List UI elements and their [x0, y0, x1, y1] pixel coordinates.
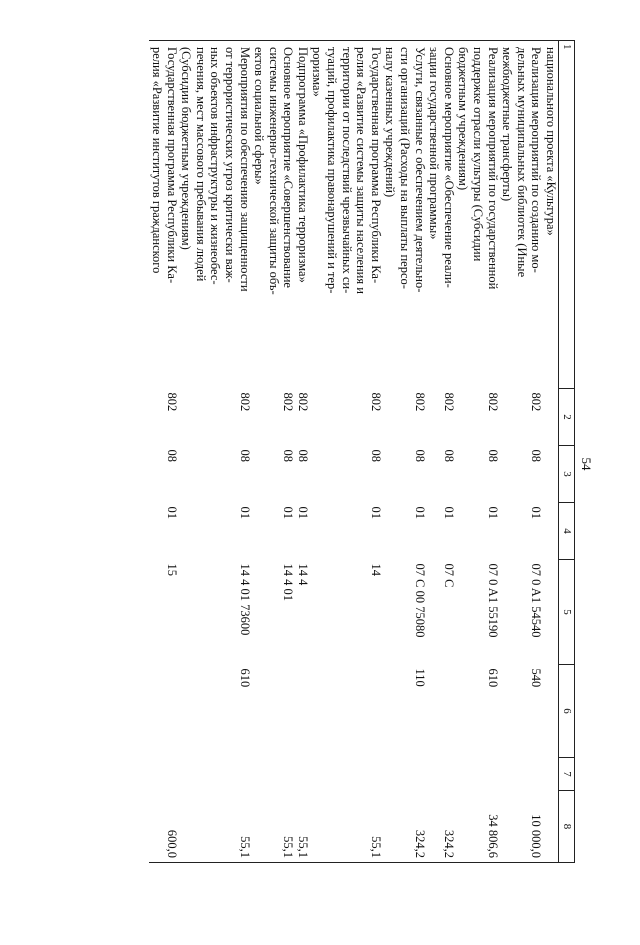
row-pr-cell: 01	[441, 506, 456, 519]
row-spacer-cell	[500, 758, 544, 791]
row-ved-cell: 802	[368, 392, 383, 412]
row-csr-cell	[543, 560, 558, 665]
col-header-6: 6	[559, 665, 575, 758]
row-csr-cell: 14 4	[295, 563, 310, 586]
col-header-8: 8	[559, 791, 575, 863]
row-sum-cell: 600,0	[149, 791, 178, 863]
row-pr-cell: 01	[295, 506, 310, 519]
row-csr-cell: 15	[164, 563, 179, 576]
row-vr-cell: 540	[529, 668, 544, 688]
row-csr-cell: 07 0 A1 54540	[529, 563, 544, 638]
row-rz-cell: 08	[164, 449, 179, 462]
column-number-row	[559, 41, 575, 863]
row-name-cell: Услуги, связанные с обеспечением деятельно- сти организаций (Расходы на выплаты персо- налу казенных учреждений)	[383, 41, 427, 389]
row-spacer-cell	[252, 758, 296, 791]
table-row	[383, 41, 427, 863]
row-ved-cell: 802	[164, 392, 179, 412]
row-ved-cell: 802	[529, 392, 544, 412]
row-spacer-cell	[310, 758, 383, 791]
row-vr-cell	[149, 665, 178, 758]
row-rz-cell	[543, 446, 558, 503]
row-spacer-cell	[149, 758, 178, 791]
row-sum-cell: 34 806,6	[456, 791, 500, 863]
row-pr-cell: 01	[368, 506, 383, 519]
row-pr-cell: 01	[412, 506, 427, 519]
row-sum-cell: 10 000,0	[500, 791, 544, 863]
row-rz-cell: 08	[295, 449, 310, 462]
row-sum-cell: 324,2	[383, 791, 427, 863]
row-vr-cell	[252, 665, 296, 758]
row-vr-cell: 610	[237, 668, 252, 688]
row-pr-cell	[543, 503, 558, 560]
row-name-cell: Государственная программа Республики Ка- релия «Развитие системы защиты населения и территории от последствий чрезвычайных си- туаций, профилактика правонарушений и тер- роризма»	[310, 41, 383, 389]
row-spacer-cell	[427, 758, 456, 791]
row-csr-cell: 07 С	[441, 563, 456, 588]
row-ved-cell: 802	[237, 392, 252, 412]
row-name-cell: Основное мероприятие «Обеспечение реали- зации государственной программы»	[427, 41, 456, 389]
row-sum-cell: 55,1	[179, 791, 252, 863]
col-header-5: 5	[559, 560, 575, 665]
row-pr-cell: 01	[237, 506, 252, 519]
row-csr-cell: 14	[368, 563, 383, 576]
row-spacer-cell	[179, 758, 252, 791]
table-row	[149, 41, 178, 863]
row-csr-cell: 14 4 01 73600	[237, 563, 252, 636]
row-vr-cell	[543, 665, 558, 758]
row-vr-cell	[310, 665, 383, 758]
table-row	[427, 41, 456, 863]
col-header-7: 7	[559, 758, 575, 791]
row-name-cell: Основное мероприятие «Совершенствование системы инженерно-технической защиты объ- ектов социальной сферы»	[252, 41, 296, 389]
row-name-cell: Подпрограмма «Профилактика терроризма»	[295, 41, 310, 389]
row-pr-cell: 01	[281, 506, 296, 519]
row-sum-cell: 55,1	[295, 791, 310, 863]
rotated-page-content	[0, 40, 575, 945]
table-row	[295, 41, 310, 863]
row-ved-cell	[543, 389, 558, 446]
table-row	[500, 41, 544, 863]
row-spacer-cell	[543, 758, 558, 791]
row-vr-cell	[427, 665, 456, 758]
row-spacer-cell	[295, 758, 310, 791]
col-header-3: 3	[559, 446, 575, 503]
row-rz-cell: 08	[368, 449, 383, 462]
row-rz-cell: 08	[441, 449, 456, 462]
row-vr-cell	[295, 665, 310, 758]
row-pr-cell: 01	[164, 506, 179, 519]
row-ved-cell: 802	[441, 392, 456, 412]
row-ved-cell: 802	[485, 392, 500, 412]
row-rz-cell: 08	[281, 449, 296, 462]
col-header-1: 1	[559, 41, 575, 389]
col-header-2: 2	[559, 389, 575, 446]
table-body	[149, 41, 558, 863]
row-sum-cell: 55,1	[310, 791, 383, 863]
table-row	[179, 41, 252, 863]
row-sum-cell	[543, 791, 558, 863]
row-csr-cell: 14 4 01	[281, 563, 296, 601]
row-rz-cell: 08	[485, 449, 500, 462]
row-vr-cell: 610	[485, 668, 500, 688]
row-ved-cell: 802	[412, 392, 427, 412]
table-row	[252, 41, 296, 863]
row-rz-cell: 08	[529, 449, 544, 462]
row-ved-cell: 802	[295, 392, 310, 412]
row-vr-cell: 110	[412, 668, 427, 687]
table-row	[310, 41, 383, 863]
table-row	[456, 41, 500, 863]
row-pr-cell: 01	[485, 506, 500, 519]
col-header-4: 4	[559, 503, 575, 560]
budget-table	[149, 40, 575, 863]
row-spacer-cell	[383, 758, 427, 791]
row-csr-cell: 07 С 00 75080	[412, 563, 427, 638]
row-ved-cell: 802	[281, 392, 296, 412]
row-spacer-cell	[456, 758, 500, 791]
page-number: 54	[579, 457, 594, 471]
row-csr-cell: 07 0 A1 55190	[485, 563, 500, 638]
row-sum-cell: 55,1	[252, 791, 296, 863]
row-rz-cell: 08	[412, 449, 427, 462]
row-sum-cell: 324,2	[427, 791, 456, 863]
row-name-cell: Реализация мероприятий по созданию мо- дельных муниципальных библиотек (Иные межбюджетные трансферты)	[500, 41, 544, 389]
row-name-cell: Мероприятия по обеспечению защищенности от террористических угроз критически важ- ных объектов инфраструктуры и жизнеобес- печения, мест массового пребывания людей (Субсидии бюджетным учреждениям)	[179, 41, 252, 389]
row-name-cell: Государственная программа Республики Ка- релия «Развитие институтов гражданского	[149, 41, 178, 389]
row-name-cell: национального проекта «Культура»	[543, 41, 558, 389]
row-name-cell: Реализация мероприятий по государственной поддержке отрасли культуры (Субсидии бюджетным учреждениям)	[456, 41, 500, 389]
row-pr-cell: 01	[529, 506, 544, 519]
table-row	[543, 41, 558, 863]
row-rz-cell: 08	[237, 449, 252, 462]
